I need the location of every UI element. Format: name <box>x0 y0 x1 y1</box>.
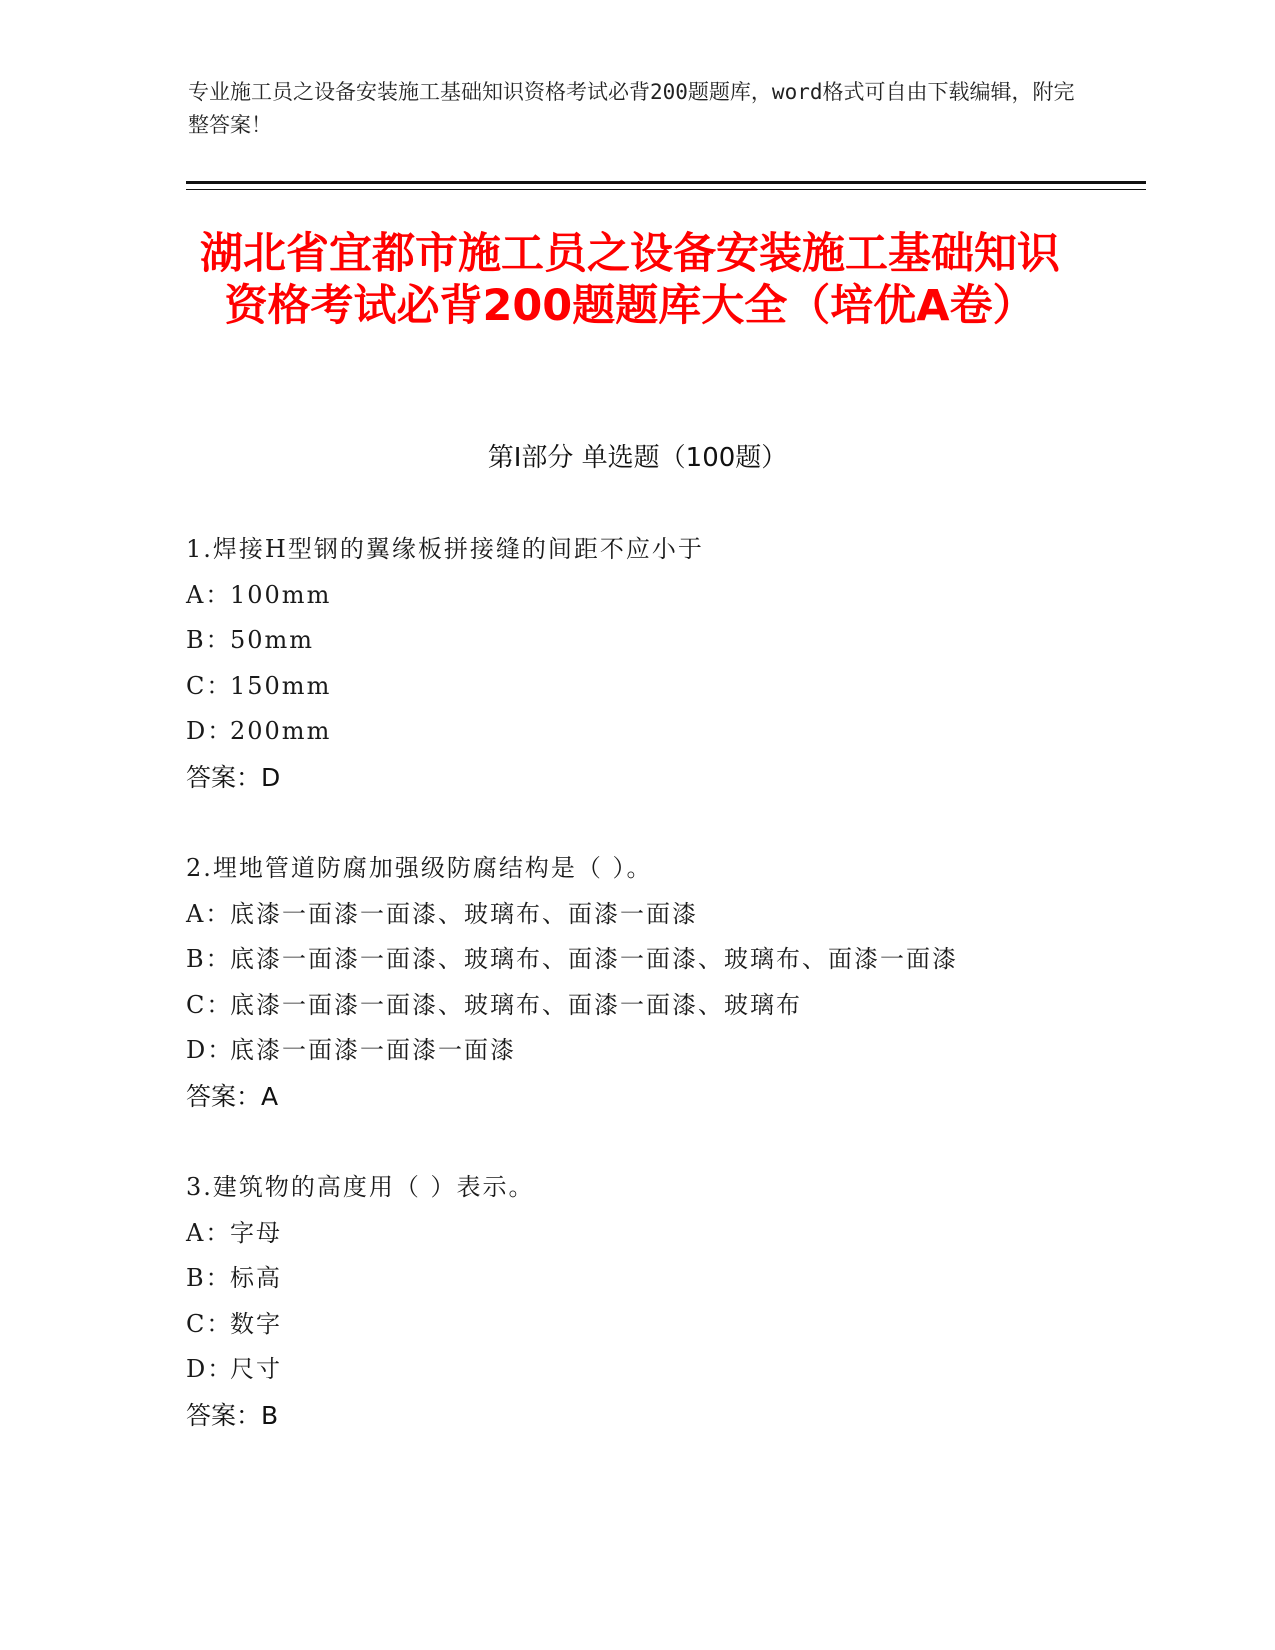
header-rule-thick <box>186 181 1146 184</box>
question-stem: 2.埋地管道防腐加强级防腐结构是（ ）。 <box>186 854 653 882</box>
option-c <box>186 983 1146 1029</box>
question-3 <box>186 1165 1146 1438</box>
answer-line: 答案：B <box>186 1400 279 1430</box>
option-letter: C： <box>186 1309 233 1338</box>
option-text: 100mm <box>230 580 332 609</box>
option-a <box>186 1211 1146 1257</box>
option-letter: D： <box>186 1355 234 1383</box>
option-text: 底漆一面漆一面漆、玻璃布、面漆一面漆、玻璃布 <box>230 990 802 1019</box>
section-title: 第Ⅰ部分 单选题（100题） <box>487 443 788 473</box>
option-letter: A： <box>186 1218 232 1247</box>
option-letter: A： <box>186 580 232 609</box>
option-b <box>186 618 1146 664</box>
option-d <box>186 1028 1146 1074</box>
question-stem: 1.焊接H型钢的翼缘板拼接缝的间距不应小于 <box>186 535 704 563</box>
option-d <box>186 709 1146 755</box>
header-rule-thin <box>186 189 1146 190</box>
answer-line: 答案：D <box>186 762 281 792</box>
option-a <box>186 573 1146 619</box>
option-text: 尺寸 <box>230 1355 282 1383</box>
option-letter: A： <box>186 899 232 928</box>
option-letter: D： <box>186 1036 234 1064</box>
option-text: 字母 <box>230 1218 282 1247</box>
option-text: 底漆一面漆一面漆一面漆 <box>230 1036 516 1064</box>
header-note: 专业施工员之设备安装施工基础知识资格考试必背200题题库，word格式可自由下载编辑，附完整答案！ <box>188 80 1075 137</box>
option-text: 150mm <box>230 671 332 700</box>
option-a <box>186 892 1146 938</box>
option-c <box>186 664 1146 710</box>
option-d <box>186 1347 1146 1393</box>
option-letter: B： <box>186 626 232 654</box>
option-text: 标高 <box>230 1264 282 1292</box>
option-letter: C： <box>186 990 233 1019</box>
option-b <box>186 1256 1146 1302</box>
option-b <box>186 937 1146 983</box>
question-list <box>186 527 1146 1484</box>
option-text: 数字 <box>230 1309 282 1338</box>
option-text: 50mm <box>230 626 315 654</box>
answer-line: 答案：A <box>186 1081 279 1111</box>
document-title: 湖北省宜都市施工员之设备安装施工基础知识资格考试必背200题题库大全（培优A卷） <box>200 229 1060 331</box>
question-1 <box>186 527 1146 800</box>
option-text: 底漆一面漆一面漆、玻璃布、面漆一面漆、玻璃布、面漆一面漆 <box>230 945 958 973</box>
question-2 <box>186 846 1146 1119</box>
option-c <box>186 1302 1146 1348</box>
option-letter: C： <box>186 671 233 700</box>
question-stem: 3.建筑物的高度用（ ）表示。 <box>186 1173 535 1201</box>
option-letter: B： <box>186 945 232 973</box>
option-text: 底漆一面漆一面漆、玻璃布、面漆一面漆 <box>230 899 698 928</box>
option-letter: B： <box>186 1264 232 1292</box>
option-letter: D： <box>186 717 234 745</box>
option-text: 200mm <box>230 717 332 745</box>
